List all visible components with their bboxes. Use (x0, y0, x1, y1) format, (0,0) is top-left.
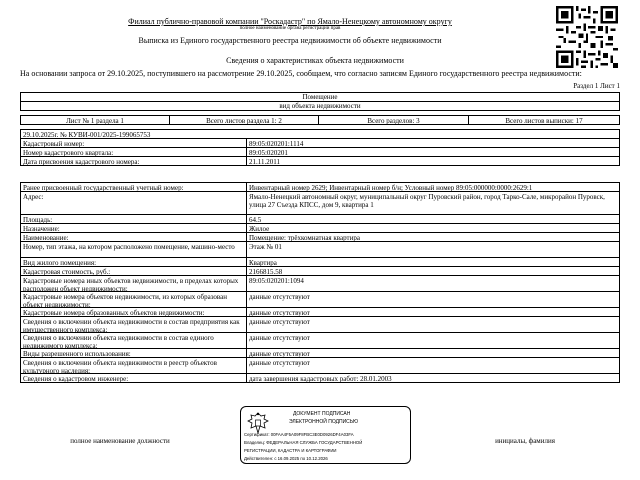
row-label: Номер, тип этажа, на котором расположено помещение, машино-место (20, 241, 247, 258)
row-label: Номер кадастрового квартала: (20, 147, 247, 157)
row-label: Кадастровая стоимость, руб.: (20, 266, 247, 276)
row-value: данные отсутствуют (246, 348, 620, 358)
row-value: Ямало-Ненецкий автономный округ, муниципальный округ Пуровский район, город Тарко-Сале, микрорайон Пуровск, улица 27 Съезда КПСС, дом 9, квартира 1 (246, 191, 620, 215)
row-label: Вид жилого помещения: (20, 257, 247, 267)
row-value: 89:05:020201:1094 (246, 275, 620, 292)
stamp-owner: Владелец: ФЕДЕРАЛЬНАЯ СЛУЖБА ГОСУДАРСТВЕННОЙ (244, 440, 363, 445)
row-label: Сведения о кадастровом инженере: (20, 373, 247, 383)
row-value: 64.5 (246, 214, 620, 224)
row-value: 21.11.2011 (246, 156, 620, 166)
branch-name: Филиал публично-правовой компании "Роскадастр" по Ямало-Ненецкому автономному округу (128, 17, 452, 26)
object-type-caption-cell (20, 101, 620, 111)
row-label: Адрес: (20, 191, 247, 215)
row-label: Наименование: (20, 232, 247, 242)
object-type-caption: вид объекта недвижимости (279, 102, 361, 110)
row-label: Дата присвоения кадастрового номера: (20, 156, 247, 166)
row-value: Этаж № 01 (246, 241, 620, 258)
row-value: 89:05:020201 (246, 147, 620, 157)
row-label: Сведения о включении объекта недвижимости в реестр объектов культурного наследия: (20, 357, 247, 374)
sheet-number: Лист № 1 раздела 1 (20, 115, 170, 125)
qr-code-icon (556, 6, 618, 68)
stamp-title: ДОКУМЕНТ ПОДПИСАН (293, 411, 351, 417)
branch-caption: полное наименование органа регистрации прав (239, 26, 341, 31)
row-value: 89:05:020201:1114 (246, 138, 620, 148)
stamp-certificate: Сертификат: 00FAA4F5A09F8FBC3E0D0926DF4A03FA (244, 432, 354, 437)
row-value: Квартира (246, 257, 620, 267)
row-value: данные отсутствуют (246, 332, 620, 349)
sheets-in-section: Всего листов раздела 1: 2 (169, 115, 319, 125)
row-value: 2166815.58 (246, 266, 620, 276)
row-value: данные отсутствуют (246, 357, 620, 374)
extract-title: Выписка из Единого государственного реестра недвижимости об объекте недвижимости (138, 36, 442, 45)
row-value: Помещение: трёхкомнатная квартира (246, 232, 620, 242)
row-value: данные отсутствуют (246, 316, 620, 333)
row-value: Инвентарный номер 2629; Инвентарный номер б/н; Условный номер 89:05:000000:0000:2629:1 (246, 182, 620, 192)
row-label: Сведения о включении объекта недвижимости в состав предприятия как имущественного комплекса: (20, 316, 247, 333)
row-label: Ранее присвоенный государственный учетный номер: (20, 182, 247, 192)
row-label: Кадастровый номер: (20, 138, 247, 148)
row-value: данные отсутствуют (246, 307, 620, 317)
row-value: данные отсутствуют (246, 291, 620, 308)
basis-text: На основании запроса от 29.10.2025, поступившего на рассмотрение 29.10.2025, сообщаем, что согласно записям Единого государственного реестра недвижимости: (20, 69, 582, 78)
row-label: Кадастровые номера образованных объектов недвижимости: (20, 307, 247, 317)
row-label: Сведения о включении объекта недвижимости в состав единого недвижимого комплекса: (20, 332, 247, 349)
electronic-signature-stamp (240, 406, 411, 464)
section-page: Раздел 1 Лист 1 (573, 82, 620, 90)
section-title: Сведения о характеристиках объекта недвижимости (226, 56, 404, 65)
position-caption: полное наименование должности (70, 437, 170, 445)
row-label: Назначение: (20, 223, 247, 233)
row-label: Кадастровые номера объектов недвижимости, из которых образован объект недвижимости: (20, 291, 247, 308)
row-value: дата завершения кадастровых работ: 28.01.2003 (246, 373, 620, 383)
row-label: Кадастровые номера иных объектов недвижимости, в пределах которых расположен объект недвижимости: (20, 275, 247, 292)
row-label: Площадь: (20, 214, 247, 224)
sheets-total: Всего листов выписки: 17 (468, 115, 620, 125)
record-date-number: 29.10.2025г. № КУВИ-001/2025-199065753 (20, 129, 620, 139)
stamp-validity: Действителен: с 16.09.2025 по 10.12.2026 (244, 456, 328, 461)
row-label: Виды разрешенного использования: (20, 348, 247, 358)
sections-total: Всего разделов: 3 (318, 115, 469, 125)
stamp-subtitle: ЭЛЕКТРОННОЙ ПОДПИСЬЮ (289, 419, 359, 425)
stamp-owner-2: РЕГИСТРАЦИИ, КАДАСТРА И КАРТОГРАФИИ (244, 448, 337, 453)
name-caption: инициалы, фамилия (495, 437, 555, 445)
object-type-value: Помещение (302, 93, 338, 101)
row-value: Жилое (246, 223, 620, 233)
